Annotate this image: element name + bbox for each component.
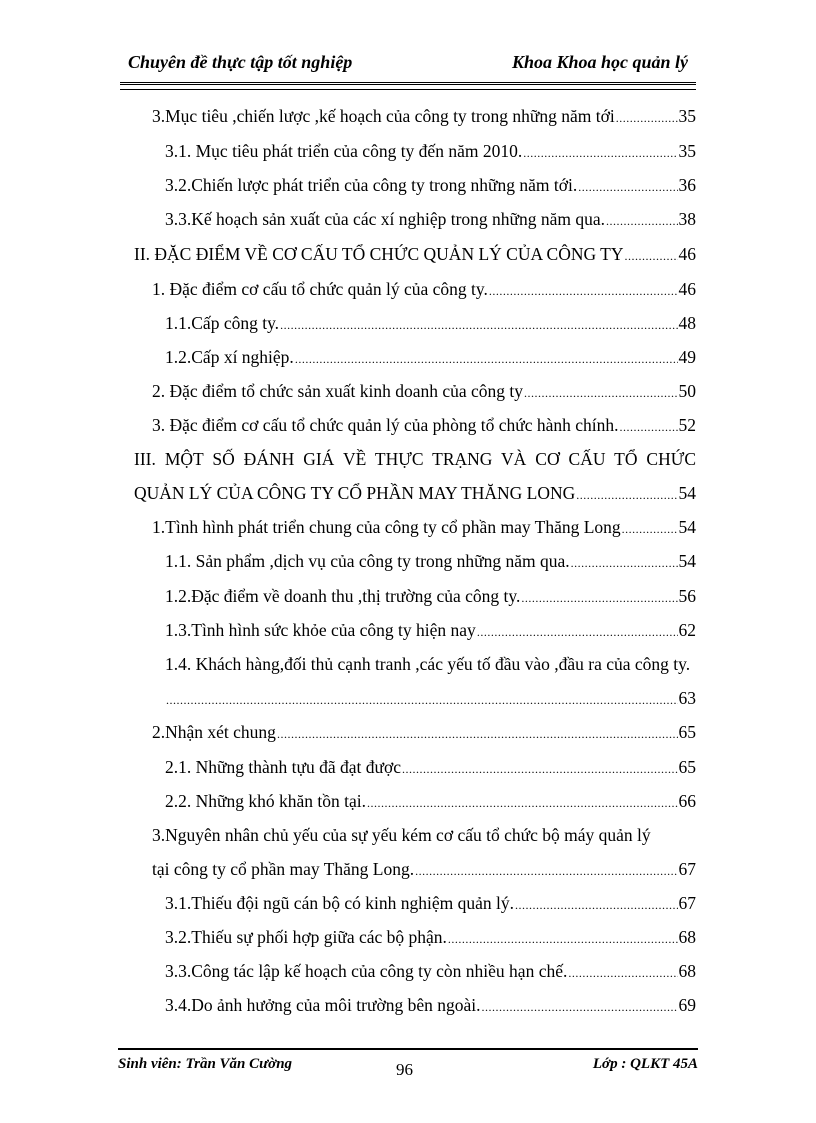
toc-entry-text: 3.4.Do ảnh hưởng của môi trường bên ngoài. — [165, 995, 481, 1015]
toc-entry-text: 2.2. Những khó khăn tồn tại. — [165, 791, 366, 811]
toc-entry-page: 54 — [678, 551, 696, 571]
toc-entry-text: 3.2.Chiến lược phát triển của công ty trong những năm tới. — [165, 175, 578, 195]
toc-entry — [165, 550, 696, 574]
toc-entry-page: 67 — [678, 893, 696, 913]
toc-entry-text: 3.Mục tiêu ,chiến lược ,kế hoạch của công ty trong những năm tới — [152, 106, 615, 126]
toc-entry-page: 68 — [678, 927, 696, 947]
toc-entry — [165, 926, 696, 950]
toc-entry — [165, 346, 696, 370]
toc-entry-page: 66 — [678, 791, 696, 811]
toc-entry-text: 1. Đặc điểm cơ cấu tổ chức quản lý của công ty. — [152, 279, 488, 299]
toc-entry-text: 2.Nhận xét chung — [152, 722, 276, 742]
toc-entry — [134, 482, 696, 506]
toc-entry-text: 3.3.Công tác lập kế hoạch của công ty còn nhiều hạn chế. — [165, 961, 568, 981]
toc-entry: 3.Nguyên nhân chủ yếu của sự yếu kém cơ cấu tổ chức bộ máy quản lý — [152, 825, 651, 845]
toc-entry — [165, 960, 696, 984]
toc-entry-page: 50 — [678, 381, 696, 401]
toc-entry — [165, 174, 696, 198]
toc-entry-page: 52 — [678, 415, 696, 435]
toc-entry-page: 38 — [678, 209, 696, 229]
header-right-title: Khoa Khoa học quản lý — [511, 52, 688, 72]
toc-entry-text: QUẢN LÝ CỦA CÔNG TY CỔ PHẦN MAY THĂNG LONG — [134, 483, 576, 503]
toc-entry — [165, 892, 696, 916]
toc-entry-page: 48 — [678, 313, 696, 333]
toc-entry-text: tại công ty cổ phần may Thăng Long. — [152, 859, 415, 879]
toc-entry-page: 54 — [678, 483, 696, 503]
page-number: 96 — [396, 1060, 413, 1079]
footer-student-name: Sinh viên: Trần Văn Cường — [118, 1056, 293, 1072]
toc-entry-page: 46 — [678, 244, 696, 264]
toc-entry-text: 1.1.Cấp công ty. — [165, 313, 280, 333]
toc-entry — [152, 380, 696, 404]
footer-class: Lớp : QLKT 45A — [592, 1056, 698, 1072]
toc-entry-text: 3.1. Mục tiêu phát triển của công ty đến năm 2010. — [165, 141, 523, 161]
toc-entry-page: 46 — [678, 279, 696, 299]
toc-entry — [165, 687, 696, 711]
toc-entry — [165, 756, 696, 780]
toc-entry-text: 3. Đặc điểm cơ cấu tổ chức quản lý của phòng tổ chức hành chính. — [152, 415, 619, 435]
toc-entry-page: 65 — [678, 757, 696, 777]
toc-entry-page: 36 — [678, 175, 696, 195]
toc-entry — [165, 208, 696, 232]
header-divider — [120, 82, 696, 90]
toc-entry — [152, 516, 696, 540]
toc-entry-text: 1.2.Đặc điểm về doanh thu ,thị trường của công ty. — [165, 586, 521, 606]
toc-entry-text: 1.3.Tình hình sức khỏe của công ty hiện nay — [165, 620, 476, 640]
toc-entry — [134, 243, 696, 267]
header-left-title: Chuyên đề thực tập tốt nghiệp — [128, 52, 353, 72]
toc-entry — [152, 414, 696, 438]
toc-entry-page: 63 — [678, 688, 696, 708]
toc-entry-text: 1.Tình hình phát triển chung của công ty cổ phần may Thăng Long — [152, 517, 621, 537]
toc-entry-text: 3.1.Thiếu đội ngũ cán bộ có kinh nghiệm quản lý. — [165, 893, 514, 913]
toc-entry-page: 35 — [678, 106, 696, 126]
toc-entry — [152, 105, 696, 129]
toc-entry-text: 3.3.Kế hoạch sản xuất của các xí nghiệp trong những năm qua. — [165, 209, 606, 229]
toc-entry-text: 2. Đặc điểm tổ chức sản xuất kinh doanh của công ty — [152, 381, 524, 401]
toc-entry-page: 54 — [678, 517, 696, 537]
toc-entry — [165, 994, 696, 1018]
toc-entry — [152, 721, 696, 745]
toc-entry-page: 35 — [678, 141, 696, 161]
toc-entry-page: 49 — [678, 347, 696, 367]
toc-entry — [152, 858, 696, 882]
toc-entry — [165, 585, 696, 609]
toc-entry-page: 67 — [678, 859, 696, 879]
page-footer — [118, 1054, 698, 1080]
toc-entry-text: 1.1. Sản phẩm ,dịch vụ của công ty trong những năm qua. — [165, 551, 570, 571]
toc-entry — [152, 278, 696, 302]
toc-entry-text: 3.2.Thiếu sự phối hợp giữa các bộ phận. — [165, 927, 447, 947]
toc-entry — [165, 619, 696, 643]
toc-entry-page: 69 — [678, 995, 696, 1015]
toc-entry: 1.4. Khách hàng,đối thủ cạnh tranh ,các yếu tố đầu vào ,đầu ra của công ty. — [165, 654, 691, 674]
toc-entry-page: 56 — [678, 586, 696, 606]
toc-entry-text: 2.1. Những thành tựu đã đạt được — [165, 757, 402, 777]
toc-entry: III. MỘT SỐ ĐÁNH GIÁ VỀ THỰC TRẠNG VÀ CƠ CẤU TỔ CHỨC — [134, 449, 696, 469]
page-header — [120, 50, 696, 78]
toc-entry-page: 65 — [678, 722, 696, 742]
toc-entry — [165, 312, 696, 336]
toc-entry-text: II. ĐẶC ĐIỂM VỀ CƠ CẤU TỔ CHỨC QUẢN LÝ CỦA CÔNG TY — [134, 244, 624, 264]
toc-entry — [165, 140, 696, 164]
toc-entry-text: 1.2.Cấp xí nghiệp. — [165, 347, 294, 367]
toc-entry-page: 68 — [678, 961, 696, 981]
toc-entry — [165, 790, 696, 814]
footer-divider — [118, 1048, 698, 1050]
toc-entry-page: 62 — [678, 620, 696, 640]
